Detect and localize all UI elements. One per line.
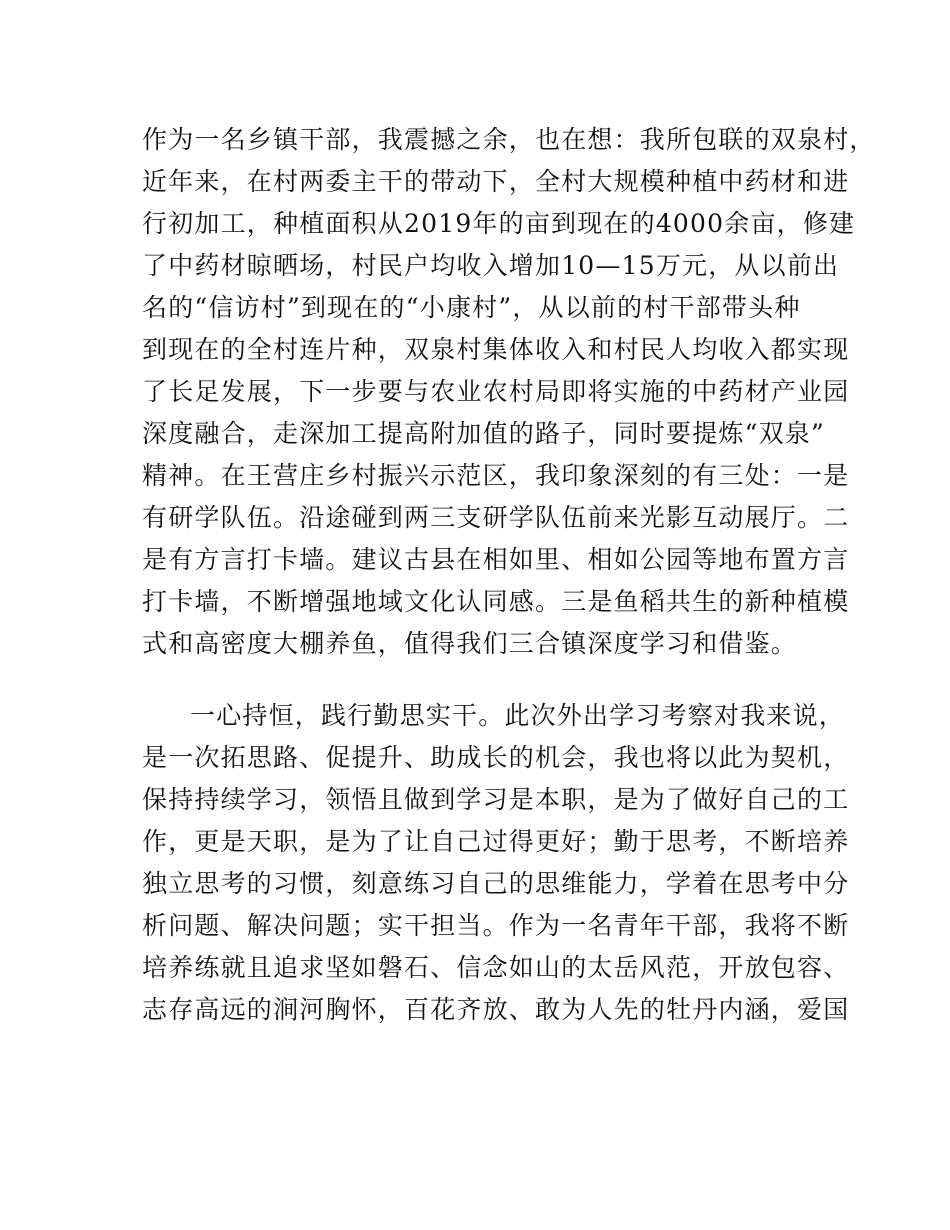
text-line: 了长足发展，下一步要与农业农村局即将实施的中药材产业园: [142, 377, 850, 406]
text-line: 独立思考的习惯，刻意练习自己的思维能力，学着在思考中分: [142, 869, 850, 898]
text-line: 有研学队伍。沿途碰到两三支研学队伍前来光影互动展厅。二: [142, 503, 850, 532]
text-line: 深度融合，走深加工提高附加值的路子，同时要提炼“双泉”: [142, 419, 825, 448]
text-line: 作为一名乡镇干部，我震撼之余，也在想：我所包联的双泉村，: [142, 125, 876, 154]
paragraph-2: [142, 695, 850, 1031]
text-line: 式和高密度大棚养鱼，值得我们三合镇深度学习和借鉴。: [142, 629, 798, 658]
text-line: 析问题、解决问题；实干担当。作为一名青年干部，我将不断: [142, 911, 850, 940]
text-line: 是有方言打卡墙。建议古县在相如里、相如公园等地布置方言: [142, 545, 850, 574]
text-line: 志存高远的涧河胸怀，百花齐放、敢为人先的牡丹内涵，爱国: [142, 995, 850, 1024]
text-line: 名的“信访村”到现在的“小康村”，从以前的村干部带头种: [142, 293, 801, 322]
text-line: 到现在的全村连片种，双泉村集体收入和村民人均收入都实现: [142, 335, 850, 364]
text-line: 作，更是天职，是为了让自己过得更好；勤于思考，不断培养: [142, 827, 850, 856]
text-line: 培养练就且追求坚如磐石、信念如山的太岳风范，开放包容、: [142, 953, 850, 982]
text-line: 一心持恒，践行勤思实干。此次外出学习考察对我来说，: [190, 701, 846, 730]
text-line: 行初加工，种植面积从2019年的亩到现在的4000余亩，修建: [142, 209, 856, 238]
text-line: 了中药材晾晒场，村民户均收入增加10—15万元，从以前出: [142, 251, 840, 280]
text-line: 打卡墙，不断增强地域文化认同感。三是鱼稻共生的新种植模: [142, 587, 850, 616]
paragraph-1: [142, 119, 876, 665]
text-line: 精神。在王营庄乡村振兴示范区，我印象深刻的有三处：一是: [142, 461, 850, 490]
text-line: 近年来，在村两委主干的带动下，全村大规模种植中药材和进: [142, 167, 850, 196]
text-line: 保持持续学习，领悟且做到学习是本职，是为了做好自己的工: [142, 785, 850, 814]
text-line: 是一次拓思路、促提升、助成长的机会，我也将以此为契机，: [142, 743, 850, 772]
